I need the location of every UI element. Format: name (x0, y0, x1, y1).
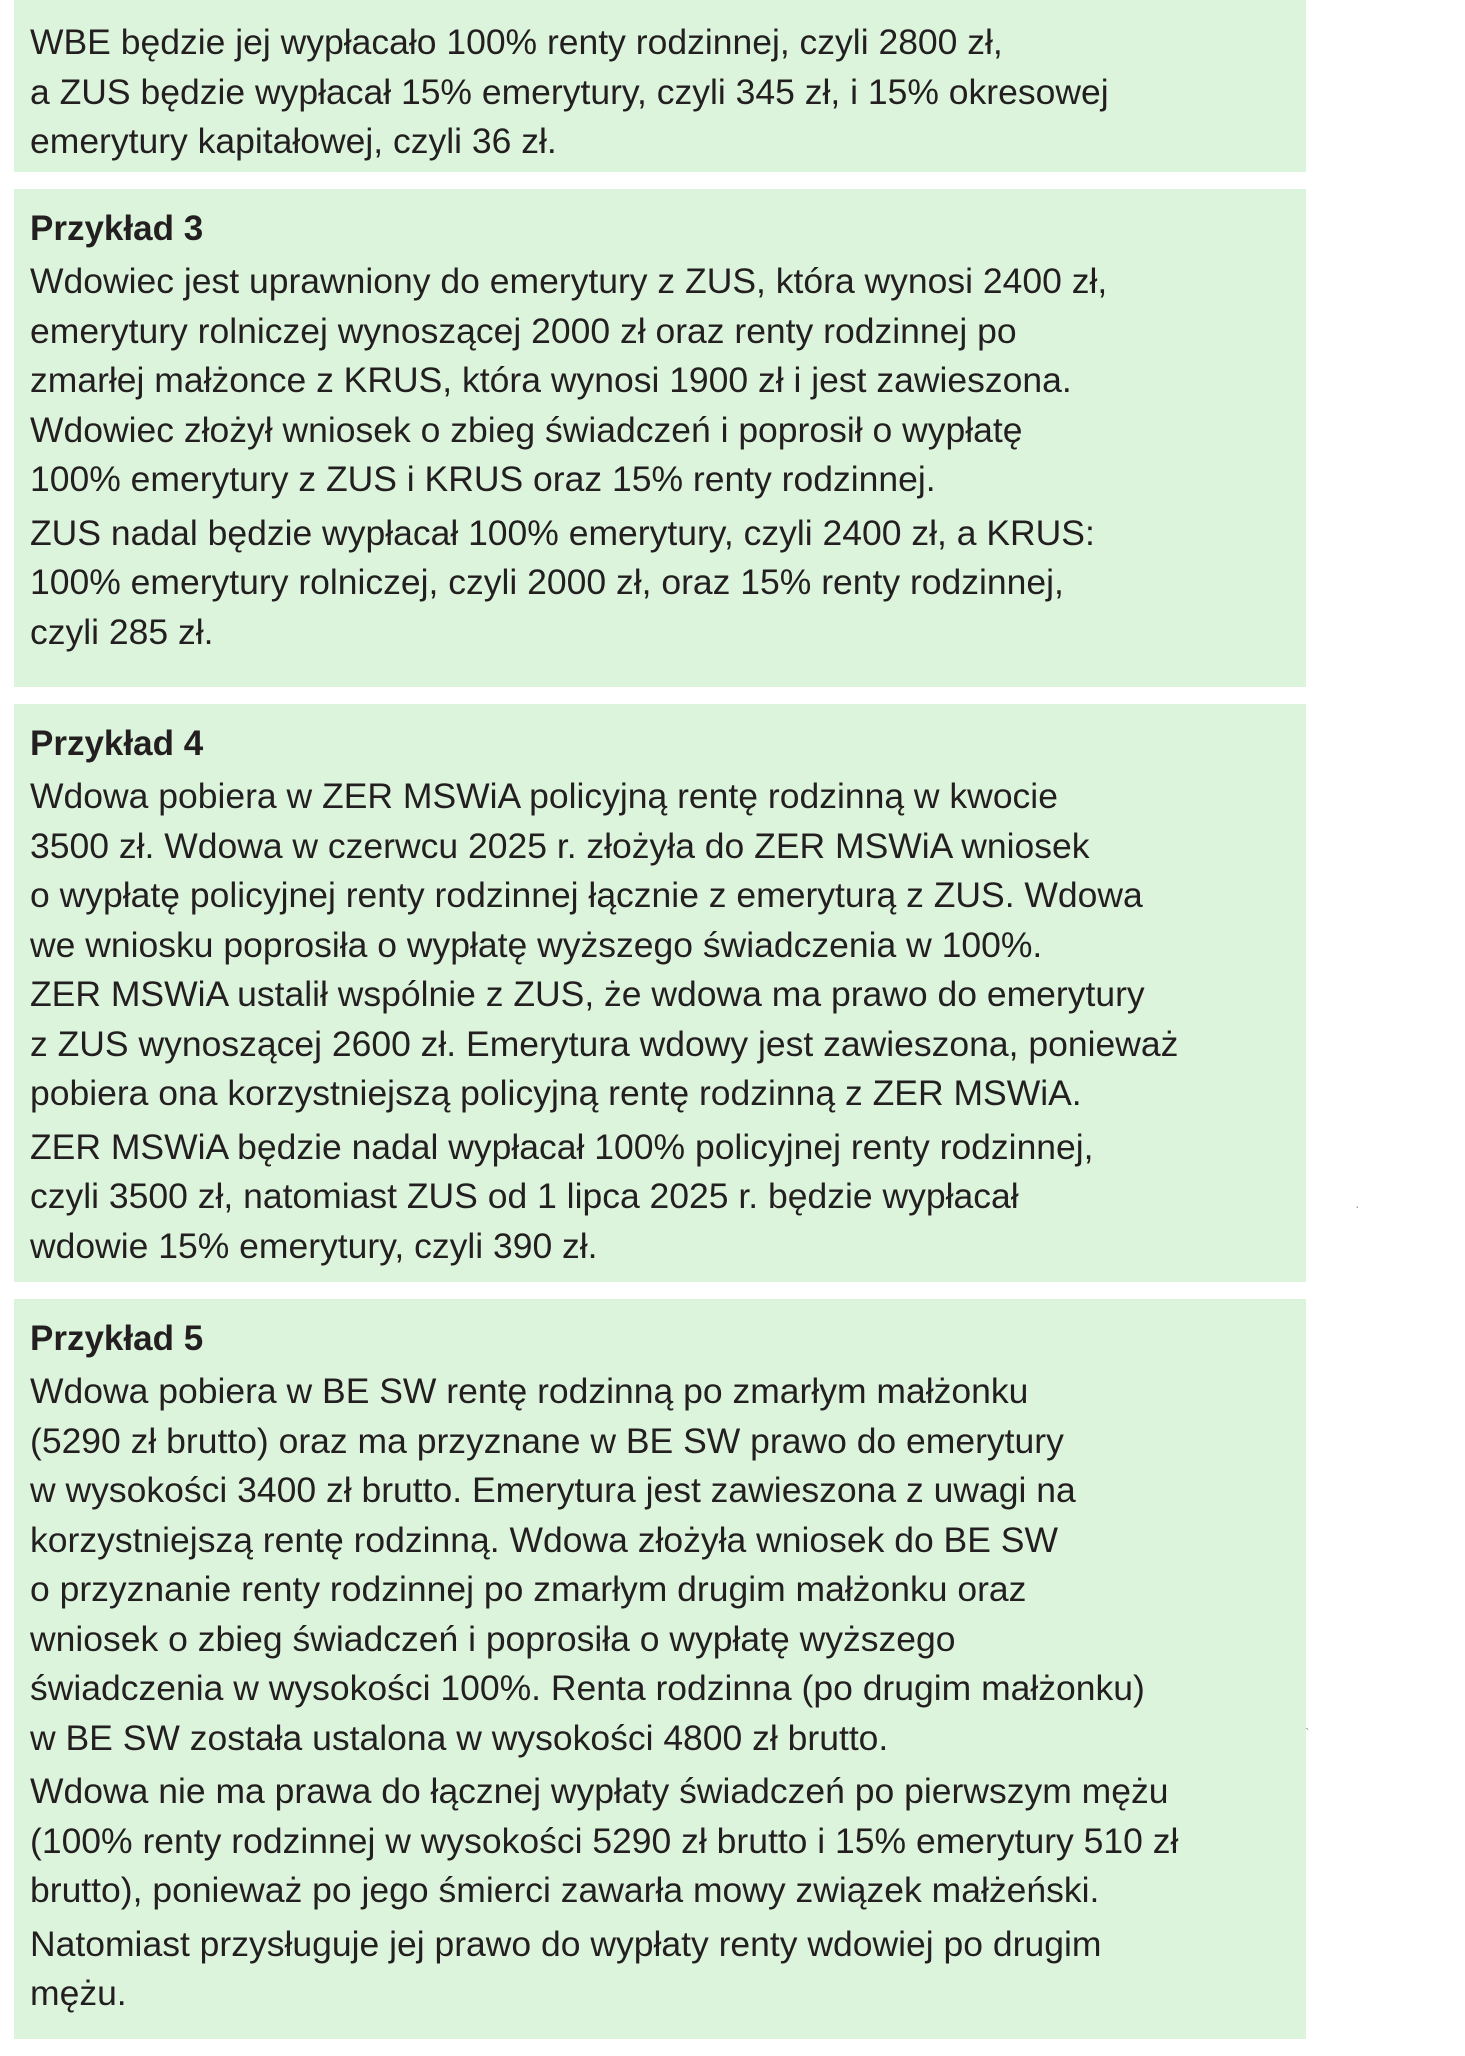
example-paragraph: Wdowa pobiera w BE SW rentę rodzinną po zmarłym małżonku (5290 zł brutto) oraz ma przyznane w BE SW prawo do emerytury w wysokości 3400 zł brutto. Emerytura jest zawieszona z uwagi na korzystniejszą rentę rodzinną. Wdowa złożyła wniosek do BE SW o przyznanie renty rodzinnej po zmarłym drugim małżonku oraz wniosek o zbieg świadczeń i poprosiła o wypłatę wyższego świadczenia w wysokości 100%. Renta rodzinna (po drugim małżonku) w BE SW została ustalona w wysokości 4800 zł brutto. (30, 1371, 1145, 1758)
example-title: Przykład 4 (30, 724, 204, 763)
example-paragraph: Wdowiec jest uprawniony do emerytury z ZUS, która wynosi 2400 zł, emerytury rolniczej wynoszącej 2000 zł oraz renty rodzinnej po zmarłej małżonce z KRUS, która wynosi 1900 zł i jest zawieszona. Wdowiec złożył wniosek o zbieg świadczeń i poprosił o wypłatę 100% emerytury z ZUS i KRUS oraz 15% renty rodzinnej. (30, 261, 1108, 499)
example-box-4 (14, 704, 1306, 1282)
example-box-3 (14, 189, 1306, 687)
scan-speck: · (1355, 1198, 1360, 1214)
example-title: Przykład 3 (30, 209, 204, 248)
document-page (14, 0, 1306, 2056)
example-box-5 (14, 1299, 1306, 2039)
example-paragraph: ZER MSWiA będzie nadal wypłacał 100% policyjnej renty rodzinnej, czyli 3500 zł, natomiast ZUS od 1 lipca 2025 r. będzie wypłacał wdowie 15% emerytury, czyli 390 zł. (30, 1126, 1094, 1266)
example-paragraph: Wdowa pobiera w ZER MSWiA policyjną rentę rodzinną w kwocie 3500 zł. Wdowa w czerwcu 2025 r. złożyła do ZER MSWiA wniosek o wypłatę policyjnej renty rodzinnej łącznie z emeryturą z ZUS. Wdowa we wniosku poprosiła o wypłatę wyższego świadczenia w 100%. ZER MSWiA ustalił wspólnie z ZUS, że wdowa ma prawo do emerytury z ZUS wynoszącej 2600 zł. Emerytura wdowy jest zawieszona, ponieważ pobiera ona korzystniejszą policyjną rentę rodzinną z ZER MSWiA. (30, 776, 1179, 1113)
example-paragraph: Natomiast przysługuje jej prawo do wypłaty renty wdowiej po drugim mężu. (30, 1923, 1102, 2013)
intro-paragraph: WBE będzie jej wypłacało 100% renty rodzinnej, czyli 2800 zł, a ZUS będzie wypłacał 15% emerytury, czyli 345 zł, i 15% okresowej emerytury kapitałowej, czyli 36 zł. (30, 22, 1109, 161)
example-title: Przykład 5 (30, 1319, 204, 1358)
example-paragraph: ZUS nadal będzie wypłacał 100% emerytury, czyli 2400 zł, a KRUS: 100% emerytury rolniczej, czyli 2000 zł, oraz 15% renty rodzinnej, czyli 285 zł. (30, 512, 1095, 652)
scan-speck: ` (1305, 1725, 1310, 1741)
intro-box (14, 0, 1306, 172)
example-paragraph: Wdowa nie ma prawa do łącznej wypłaty świadczeń po pierwszym mężu (100% renty rodzinnej w wysokości 5290 zł brutto i 15% emerytury 510 zł brutto), ponieważ po jego śmierci zawarła mowy związek małżeński. (30, 1771, 1179, 1910)
